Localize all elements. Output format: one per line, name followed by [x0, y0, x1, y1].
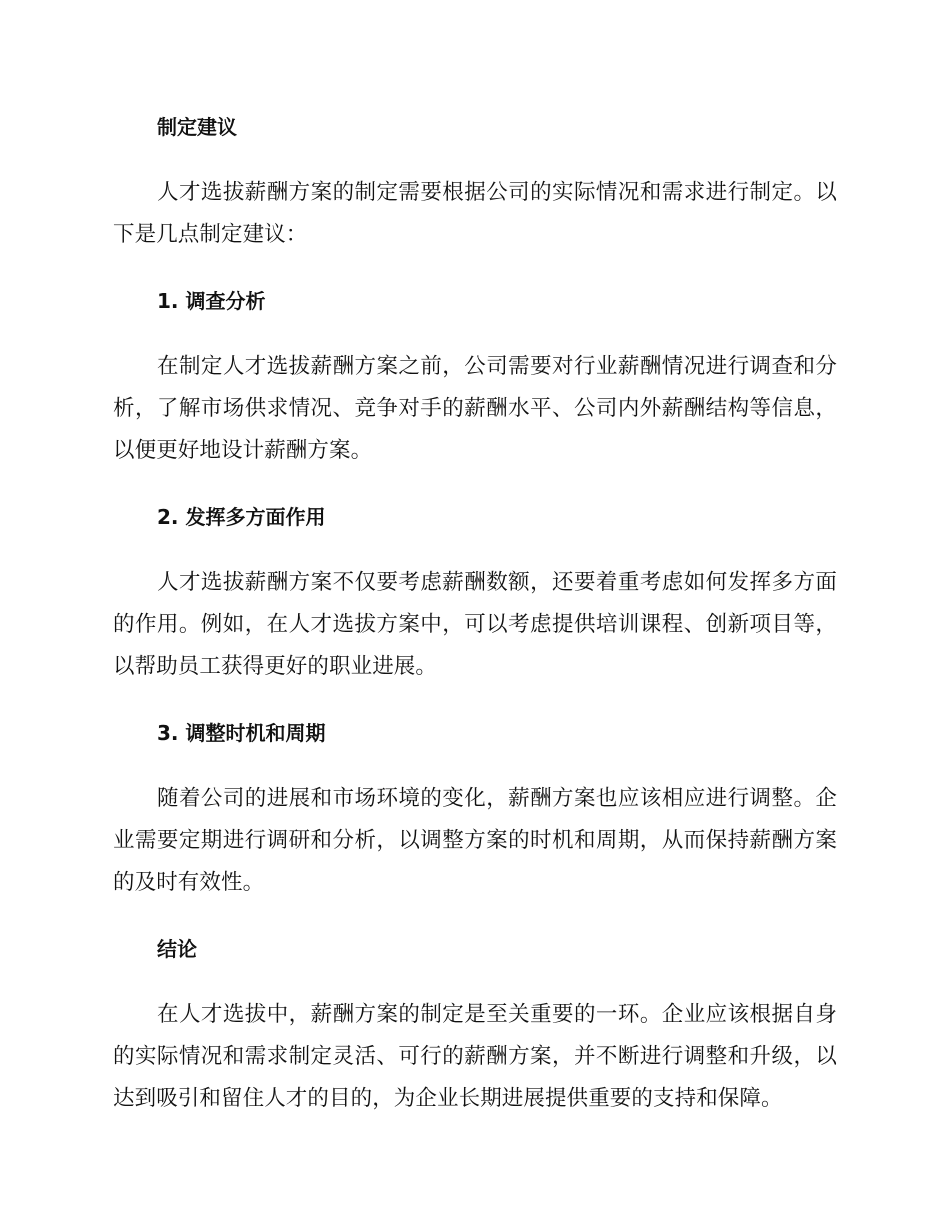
paragraph-line: 的作用。例如，在人才选拔方案中，可以考虑提供培训课程、创新项目等， [113, 612, 837, 637]
section-heading-multiple-roles: 2. 发挥多方面作用 [157, 505, 326, 529]
section-paragraph-survey-analysis [113, 346, 837, 472]
section-heading-suggestions: 制定建议 [157, 115, 237, 139]
paragraph-line: 析，了解市场供求情况、竞争对手的薪酬水平、公司内外薪酬结构等信息， [113, 396, 837, 421]
section-paragraph-suggestions [113, 172, 837, 256]
paragraph-line: 下是几点制定建议： [113, 222, 308, 247]
paragraph-line: 人才选拔薪酬方案的制定需要根据公司的实际情况和需求进行制定。以 [157, 180, 837, 205]
paragraph-line: 人才选拔薪酬方案不仅要考虑薪酬数额，还要着重考虑如何发挥多方面 [157, 570, 837, 595]
document-body [113, 104, 837, 1142]
section-heading-timing-cycle: 3. 调整时机和周期 [157, 721, 326, 745]
paragraph-line: 的及时有效性。 [113, 870, 265, 895]
section-paragraph-multiple-roles [113, 562, 837, 688]
paragraph-line: 在人才选拔中，薪酬方案的制定是至关重要的一环。企业应该根据自身 [157, 1002, 837, 1027]
paragraph-line: 以便更好地设计薪酬方案。 [113, 438, 373, 463]
paragraph-line: 的实际情况和需求制定灵活、可行的薪酬方案，并不断进行调整和升级，以 [113, 1044, 837, 1069]
section-paragraph-conclusion [113, 994, 837, 1120]
section-heading-conclusion: 结论 [157, 937, 197, 961]
paragraph-line: 在制定人才选拔薪酬方案之前，公司需要对行业薪酬情况进行调查和分 [157, 354, 837, 379]
paragraph-line: 以帮助员工获得更好的职业进展。 [113, 654, 438, 679]
section-heading-survey-analysis: 1. 调查分析 [157, 289, 266, 313]
paragraph-line: 达到吸引和留住人才的目的，为企业长期进展提供重要的支持和保障。 [113, 1086, 783, 1111]
section-paragraph-timing-cycle [113, 778, 837, 904]
paragraph-line: 业需要定期进行调研和分析，以调整方案的时机和周期，从而保持薪酬方案 [113, 828, 837, 853]
paragraph-line: 随着公司的进展和市场环境的变化，薪酬方案也应该相应进行调整。企 [157, 786, 837, 811]
